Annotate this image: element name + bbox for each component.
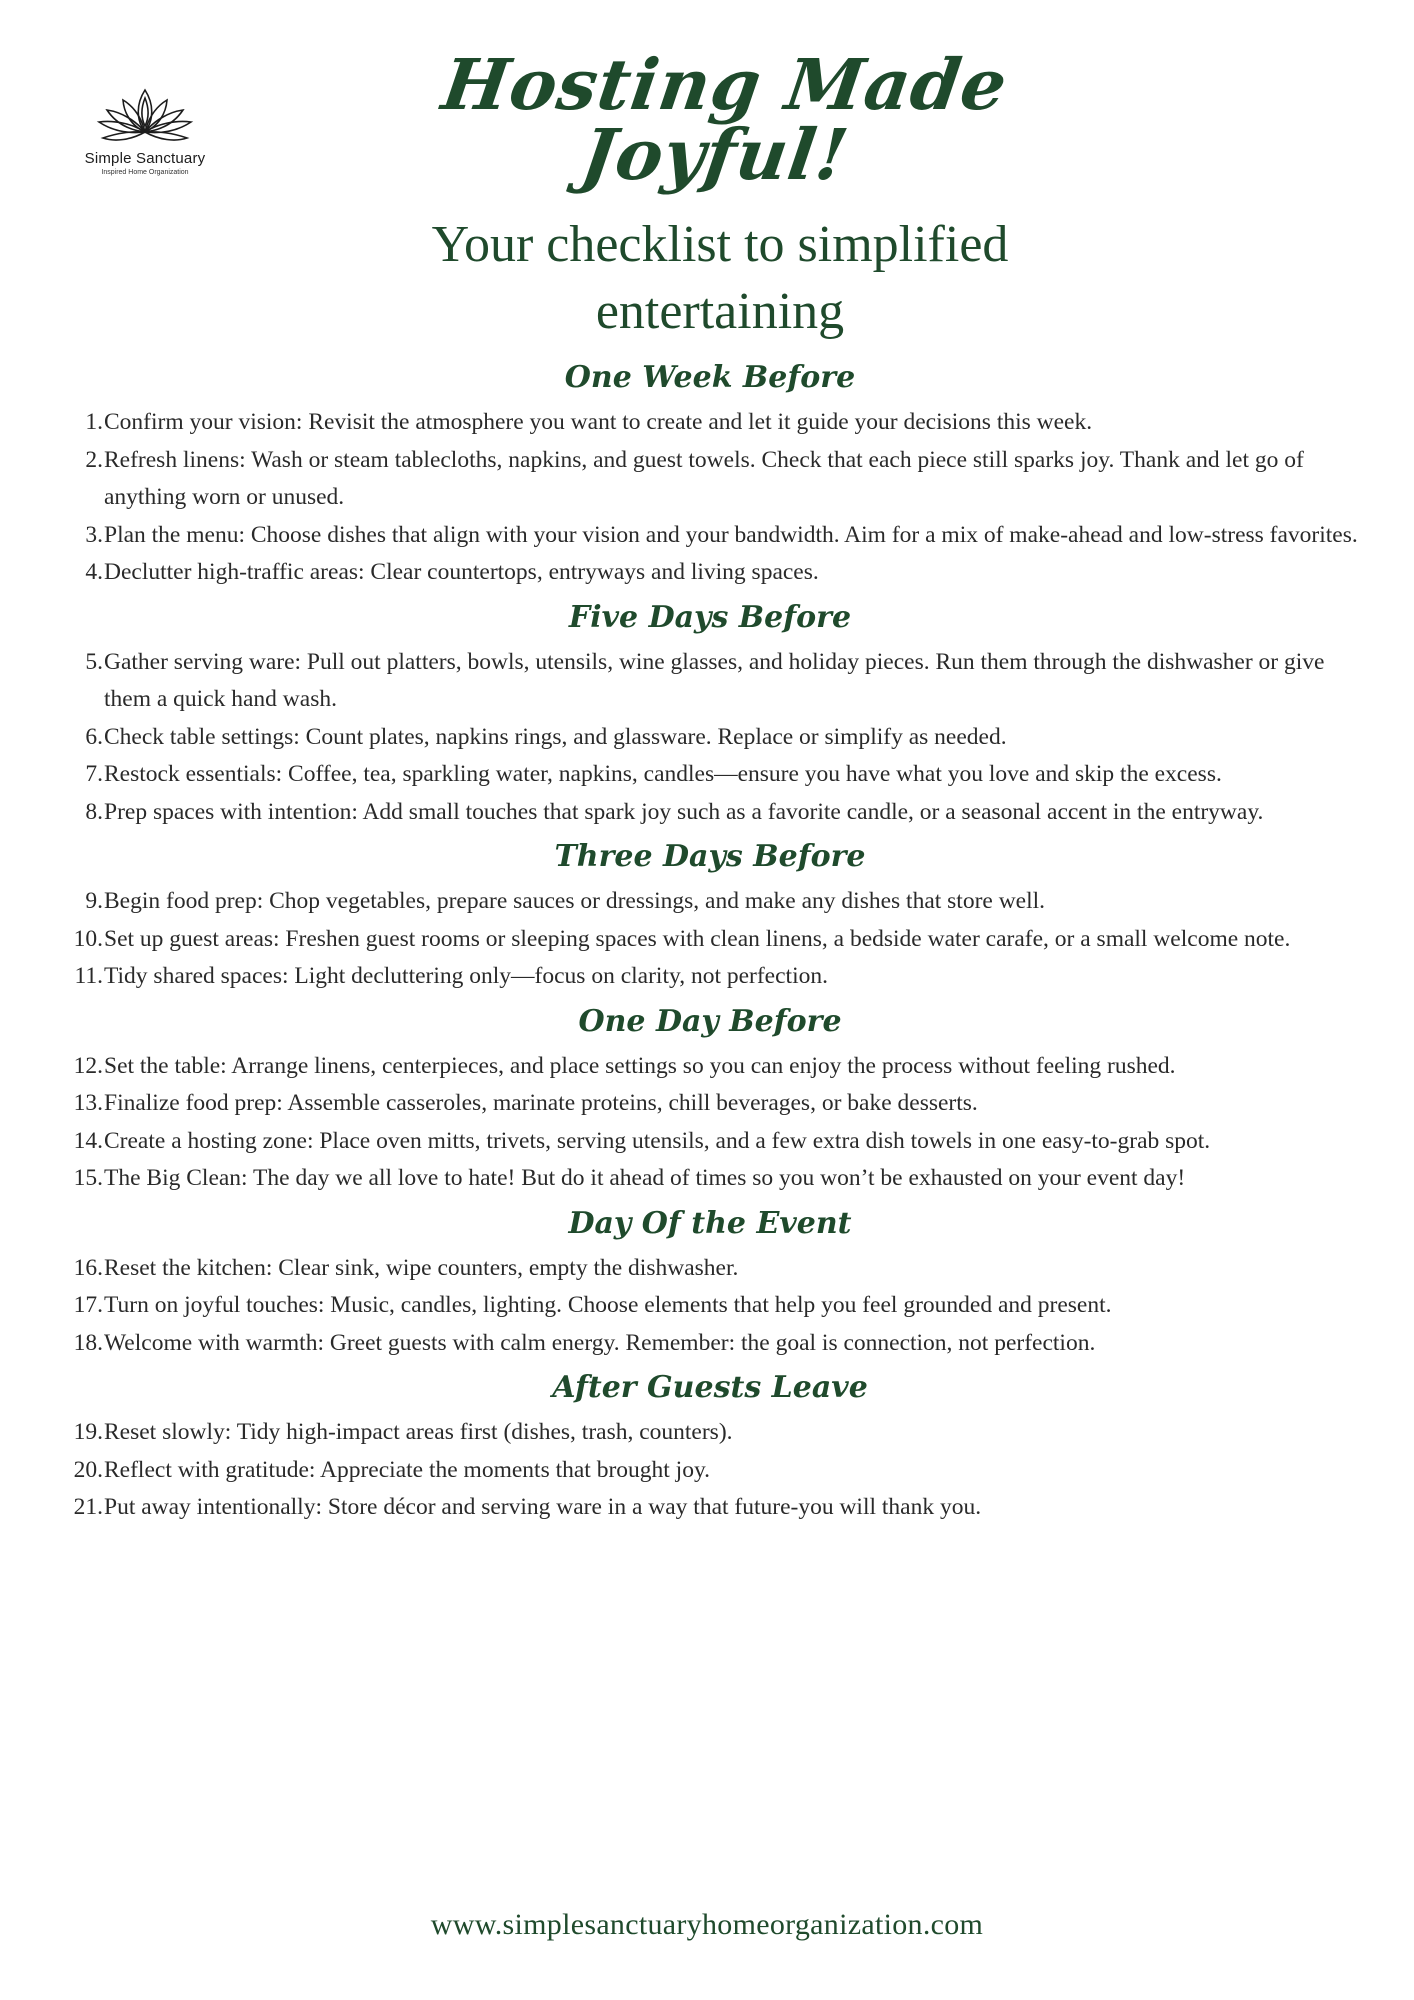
brand-logo (60, 86, 230, 176)
checklist-item (60, 1160, 1360, 1198)
checklist-item (60, 404, 1360, 442)
item-number: 2. (85, 446, 103, 473)
checklist-item (60, 921, 1360, 959)
checklist-item (60, 517, 1360, 555)
checklist-item (60, 1048, 1360, 1086)
item-text: Set up guest areas: Freshen guest rooms or sleeping spaces with clean linens, a bedside water carafe, or a small welcome note. (104, 925, 1291, 952)
page-header (300, 43, 1140, 345)
section-title: After Guests Leave (552, 1370, 868, 1405)
checklist-item (60, 1085, 1360, 1123)
item-text: Create a hosting zone: Place oven mitts, trivets, serving utensils, and a few extra dish towels in one easy-to-grab spot. (104, 1127, 1211, 1154)
checklist (60, 352, 1360, 1527)
brand-tagline: Inspired Home Organization (101, 169, 189, 176)
item-text: Gather serving ware: Pull out platters, bowls, utensils, wine glasses, and holiday pieces. Run them through the dishwasher or give them a quick hand wash. (104, 648, 1325, 712)
checklist-item (60, 554, 1360, 592)
item-text: Prep spaces with intention: Add small touches that spark joy such as a favorite candle, or a seasonal accent in the entryway. (104, 798, 1264, 825)
item-number: 1. (85, 409, 103, 435)
item-text: Put away intentionally: Store décor and serving ware in a way that future-you will thank you. (104, 1494, 982, 1520)
item-number: 16. (73, 1254, 103, 1281)
item-text: Declutter high-traffic areas: Clear countertops, entryways and living spaces. (104, 559, 819, 585)
item-text: The Big Clean: The day we all love to hate! But do it ahead of times so you won’t be exhausted on your event day! (104, 1165, 1186, 1191)
item-text: Check table settings: Count plates, napkins rings, and glassware. Replace or simplify as needed. (104, 723, 1007, 750)
checklist-item (60, 1452, 1360, 1490)
item-number: 5. (85, 648, 103, 675)
checklist-item (60, 958, 1360, 996)
lotus-icon (95, 86, 195, 148)
section-title: One Day Before (578, 1003, 842, 1039)
item-number: 3. (85, 521, 103, 548)
checklist-item (60, 1287, 1360, 1325)
item-number: 14. (73, 1127, 103, 1154)
section-title: Day Of the Event (568, 1205, 852, 1241)
checklist-item (60, 883, 1360, 921)
checklist-item (60, 644, 1360, 719)
checklist-item (60, 756, 1360, 794)
item-text: Tidy shared spaces: Light decluttering only—focus on clarity, not perfection. (104, 963, 828, 989)
checklist-item (60, 442, 1360, 517)
section-title: Five Days Before (568, 599, 852, 635)
item-text: Confirm your vision: Revisit the atmosphere you want to create and let it guide your decisions this week. (104, 409, 1093, 435)
item-text: Finalize food prep: Assemble casseroles, marinate proteins, chill beverages, or bake desserts. (104, 1090, 978, 1116)
item-number: 12. (73, 1052, 103, 1079)
item-text: Reset slowly: Tidy high-impact areas first (dishes, trash, counters). (104, 1419, 733, 1445)
checklist-item (60, 1489, 1360, 1527)
item-number: 15. (73, 1165, 103, 1191)
item-number: 17. (73, 1292, 103, 1318)
item-number: 18. (73, 1329, 103, 1356)
item-text: Welcome with warmth: Greet guests with calm energy. Remember: the goal is connection, not perfection. (104, 1329, 1096, 1356)
item-number: 8. (85, 798, 103, 825)
item-text: Reflect with gratitude: Appreciate the moments that brought joy. (104, 1456, 711, 1483)
checklist-item (60, 1123, 1360, 1161)
checklist-item (60, 719, 1360, 757)
checklist-item (60, 1250, 1360, 1288)
item-text: Restock essentials: Coffee, tea, sparkling water, napkins, candles—ensure you have what you love and skip the excess. (104, 761, 1222, 787)
brand-name: Simple Sanctuary (84, 150, 206, 167)
page-subtitle: Your checklist to simplified entertaining (431, 216, 1009, 340)
page-title: Hosting Made Joyful! (437, 43, 1013, 196)
item-number: 6. (85, 723, 103, 750)
item-text: Begin food prep: Chop vegetables, prepare sauces or dressings, and make any dishes that store well. (104, 888, 1046, 914)
section-title: Three Days Before (554, 839, 866, 874)
item-number: 11. (74, 963, 103, 989)
item-text: Reset the kitchen: Clear sink, wipe counters, empty the dishwasher. (104, 1254, 739, 1281)
item-number: 10. (73, 925, 103, 952)
item-number: 13. (73, 1090, 103, 1116)
item-text: Set the table: Arrange linens, centerpieces, and place settings so you can enjoy the process without feeling rushed. (104, 1052, 1176, 1079)
item-number: 20. (73, 1456, 103, 1483)
item-number: 19. (73, 1419, 103, 1445)
checklist-item (60, 1414, 1360, 1452)
website-url: www.simplesanctuaryhomeorganization.com (430, 1908, 984, 1941)
item-number: 7. (85, 761, 103, 787)
item-number: 21. (73, 1494, 103, 1520)
item-text: Turn on joyful touches: Music, candles, lighting. Choose elements that help you feel grounded and present. (104, 1292, 1112, 1318)
section-title: One Week Before (564, 360, 856, 395)
checklist-item (60, 1325, 1360, 1363)
item-number: 4. (85, 559, 103, 585)
item-number: 9. (85, 888, 103, 914)
item-text: Refresh linens: Wash or steam tablecloths, napkins, and guest towels. Check that each piece still sparks joy. Thank and let go of anything worn or unused. (104, 446, 1304, 510)
item-text: Plan the menu: Choose dishes that align with your vision and your bandwidth. Aim for a mix of make-ahead and low-stress favorites. (104, 521, 1358, 548)
checklist-item (60, 794, 1360, 832)
